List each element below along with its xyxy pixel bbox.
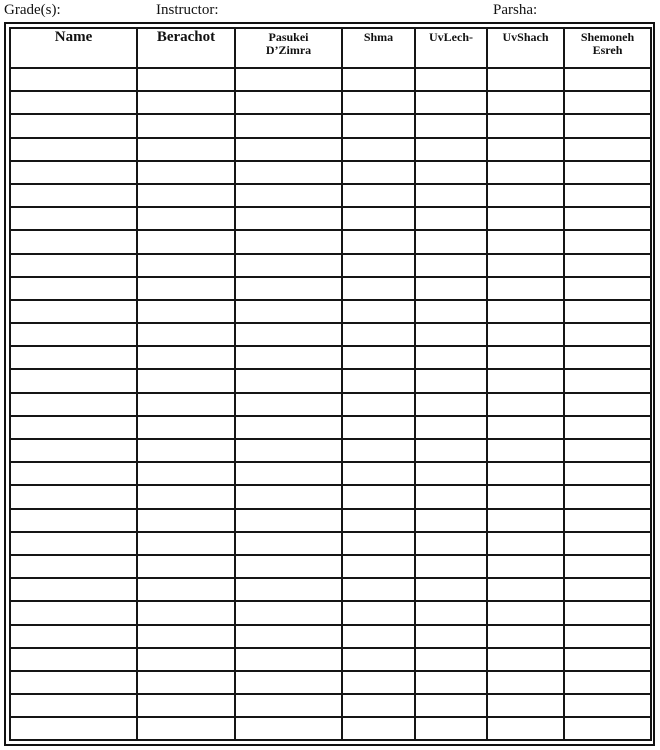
cell-uvlech[interactable]: [415, 346, 487, 369]
cell-pasukei-dzimra[interactable]: [235, 532, 342, 555]
cell-name[interactable]: [10, 114, 137, 137]
cell-name[interactable]: [10, 161, 137, 184]
col-header-shma: [342, 28, 415, 68]
cell-berachot[interactable]: [137, 694, 235, 717]
cell-berachot[interactable]: [137, 68, 235, 91]
cell-uvlech[interactable]: [415, 555, 487, 578]
table-row: [10, 439, 651, 462]
col-header-uvshach: [487, 28, 564, 68]
cell-shemoneh-esreh[interactable]: [564, 717, 651, 740]
cell-name[interactable]: [10, 485, 137, 508]
table-row: [10, 68, 651, 91]
cell-shemoneh-esreh[interactable]: [564, 254, 651, 277]
cell-shma[interactable]: [342, 532, 415, 555]
cell-uvlech[interactable]: [415, 277, 487, 300]
cell-uvlech[interactable]: [415, 694, 487, 717]
cell-pasukei-dzimra[interactable]: [235, 346, 342, 369]
cell-berachot[interactable]: [137, 717, 235, 740]
cell-name[interactable]: [10, 230, 137, 253]
cell-uvlech[interactable]: [415, 91, 487, 114]
cell-berachot[interactable]: [137, 485, 235, 508]
table-row: [10, 184, 651, 207]
table-row: [10, 369, 651, 392]
table-row: [10, 485, 651, 508]
cell-uvshach[interactable]: [487, 416, 564, 439]
col-header-pasukei-line-2: D’Zimra: [265, 43, 312, 57]
cell-shma[interactable]: [342, 555, 415, 578]
cell-pasukei-dzimra[interactable]: [235, 485, 342, 508]
table-row: [10, 161, 651, 184]
cell-shemoneh-esreh[interactable]: [564, 207, 651, 230]
cell-shma[interactable]: [342, 625, 415, 648]
cell-uvshach[interactable]: [487, 532, 564, 555]
cell-uvlech[interactable]: [415, 323, 487, 346]
grade-label: Grade(s):: [4, 2, 61, 18]
cell-name[interactable]: [10, 393, 137, 416]
cell-uvshach[interactable]: [487, 184, 564, 207]
cell-berachot[interactable]: [137, 277, 235, 300]
cell-uvshach[interactable]: [487, 578, 564, 601]
table-row: [10, 509, 651, 532]
col-header-shma-line: Shma: [363, 30, 394, 44]
cell-shemoneh-esreh[interactable]: [564, 694, 651, 717]
cell-shemoneh-esreh[interactable]: [564, 648, 651, 671]
cell-name[interactable]: [10, 532, 137, 555]
table-row: [10, 462, 651, 485]
cell-berachot[interactable]: [137, 91, 235, 114]
cell-name[interactable]: [10, 300, 137, 323]
cell-shemoneh-esreh[interactable]: [564, 91, 651, 114]
cell-berachot[interactable]: [137, 323, 235, 346]
table-row: [10, 114, 651, 137]
col-header-uvshach-line: UvShach: [502, 30, 549, 44]
cell-shma[interactable]: [342, 439, 415, 462]
cell-name[interactable]: [10, 717, 137, 740]
cell-shma[interactable]: [342, 138, 415, 161]
cell-pasukei-dzimra[interactable]: [235, 369, 342, 392]
cell-pasukei-dzimra[interactable]: [235, 601, 342, 624]
cell-shemoneh-esreh[interactable]: [564, 346, 651, 369]
cell-berachot[interactable]: [137, 601, 235, 624]
cell-uvshach[interactable]: [487, 601, 564, 624]
table-row: [10, 323, 651, 346]
cell-uvlech[interactable]: [415, 393, 487, 416]
table-row: [10, 300, 651, 323]
cell-name[interactable]: [10, 207, 137, 230]
cell-uvshach[interactable]: [487, 625, 564, 648]
cell-name[interactable]: [10, 439, 137, 462]
table-row: [10, 694, 651, 717]
cell-berachot[interactable]: [137, 393, 235, 416]
table-row: [10, 671, 651, 694]
cell-shemoneh-esreh[interactable]: [564, 161, 651, 184]
roster-frame: [4, 22, 655, 746]
cell-shemoneh-esreh[interactable]: [564, 532, 651, 555]
cell-shma[interactable]: [342, 671, 415, 694]
cell-shma[interactable]: [342, 91, 415, 114]
table-row: [10, 393, 651, 416]
col-header-berachot-line: Berachot: [156, 29, 216, 45]
table-row: [10, 91, 651, 114]
cell-shma[interactable]: [342, 114, 415, 137]
cell-shma[interactable]: [342, 578, 415, 601]
cell-uvshach[interactable]: [487, 462, 564, 485]
cell-uvlech[interactable]: [415, 509, 487, 532]
cell-shma[interactable]: [342, 393, 415, 416]
cell-shma[interactable]: [342, 369, 415, 392]
cell-pasukei-dzimra[interactable]: [235, 277, 342, 300]
cell-shemoneh-esreh[interactable]: [564, 625, 651, 648]
cell-name[interactable]: [10, 555, 137, 578]
cell-shma[interactable]: [342, 485, 415, 508]
cell-uvlech[interactable]: [415, 207, 487, 230]
cell-uvshach[interactable]: [487, 161, 564, 184]
parsha-label: Parsha:: [493, 2, 538, 18]
cell-uvlech[interactable]: [415, 161, 487, 184]
col-header-berachot: [137, 28, 235, 68]
cell-name[interactable]: [10, 323, 137, 346]
cell-shemoneh-esreh[interactable]: [564, 230, 651, 253]
cell-shemoneh-esreh[interactable]: [564, 578, 651, 601]
cell-uvlech[interactable]: [415, 138, 487, 161]
cell-shma[interactable]: [342, 601, 415, 624]
table-row: [10, 416, 651, 439]
cell-shma[interactable]: [342, 416, 415, 439]
cell-pasukei-dzimra[interactable]: [235, 114, 342, 137]
cell-uvlech[interactable]: [415, 369, 487, 392]
cell-uvshach[interactable]: [487, 300, 564, 323]
cell-pasukei-dzimra[interactable]: [235, 648, 342, 671]
cell-shma[interactable]: [342, 254, 415, 277]
cell-uvlech[interactable]: [415, 601, 487, 624]
cell-uvshach[interactable]: [487, 114, 564, 137]
cell-shemoneh-esreh[interactable]: [564, 138, 651, 161]
cell-uvshach[interactable]: [487, 369, 564, 392]
cell-berachot[interactable]: [137, 555, 235, 578]
col-header-pasukei-line-1: Pasukei: [268, 30, 309, 44]
cell-berachot[interactable]: [137, 509, 235, 532]
cell-berachot[interactable]: [137, 346, 235, 369]
cell-berachot[interactable]: [137, 300, 235, 323]
cell-uvlech[interactable]: [415, 254, 487, 277]
cell-shma[interactable]: [342, 68, 415, 91]
cell-pasukei-dzimra[interactable]: [235, 393, 342, 416]
cell-pasukei-dzimra[interactable]: [235, 509, 342, 532]
cell-uvshach[interactable]: [487, 509, 564, 532]
table-row: [10, 601, 651, 624]
cell-name[interactable]: [10, 671, 137, 694]
table-row: [10, 532, 651, 555]
cell-shemoneh-esreh[interactable]: [564, 369, 651, 392]
cell-shemoneh-esreh[interactable]: [564, 114, 651, 137]
cell-shemoneh-esreh[interactable]: [564, 323, 651, 346]
cell-berachot[interactable]: [137, 114, 235, 137]
cell-uvshach[interactable]: [487, 717, 564, 740]
cell-shemoneh-esreh[interactable]: [564, 68, 651, 91]
cell-pasukei-dzimra[interactable]: [235, 323, 342, 346]
table-row: [10, 648, 651, 671]
cell-berachot[interactable]: [137, 138, 235, 161]
cell-shemoneh-esreh[interactable]: [564, 300, 651, 323]
cell-pasukei-dzimra[interactable]: [235, 161, 342, 184]
cell-uvshach[interactable]: [487, 207, 564, 230]
cell-uvlech[interactable]: [415, 68, 487, 91]
cell-shemoneh-esreh[interactable]: [564, 485, 651, 508]
cell-pasukei-dzimra[interactable]: [235, 138, 342, 161]
cell-shma[interactable]: [342, 184, 415, 207]
cell-uvshach[interactable]: [487, 138, 564, 161]
table-row: [10, 717, 651, 740]
cell-uvshach[interactable]: [487, 393, 564, 416]
cell-shemoneh-esreh[interactable]: [564, 184, 651, 207]
cell-berachot[interactable]: [137, 625, 235, 648]
table-row: [10, 230, 651, 253]
cell-berachot[interactable]: [137, 161, 235, 184]
cell-berachot[interactable]: [137, 648, 235, 671]
cell-berachot[interactable]: [137, 369, 235, 392]
cell-berachot[interactable]: [137, 184, 235, 207]
cell-name[interactable]: [10, 346, 137, 369]
cell-pasukei-dzimra[interactable]: [235, 694, 342, 717]
cell-uvshach[interactable]: [487, 648, 564, 671]
cell-shma[interactable]: [342, 509, 415, 532]
cell-berachot[interactable]: [137, 671, 235, 694]
table-row: [10, 578, 651, 601]
cell-uvlech[interactable]: [415, 462, 487, 485]
cell-shma[interactable]: [342, 648, 415, 671]
cell-shemoneh-esreh[interactable]: [564, 555, 651, 578]
attendance-table: [9, 27, 652, 741]
cell-shma[interactable]: [342, 346, 415, 369]
cell-uvlech[interactable]: [415, 532, 487, 555]
cell-shma[interactable]: [342, 161, 415, 184]
cell-name[interactable]: [10, 91, 137, 114]
cell-pasukei-dzimra[interactable]: [235, 300, 342, 323]
table-row: [10, 346, 651, 369]
cell-berachot[interactable]: [137, 532, 235, 555]
cell-shma[interactable]: [342, 277, 415, 300]
cell-pasukei-dzimra[interactable]: [235, 91, 342, 114]
cell-name[interactable]: [10, 68, 137, 91]
cell-shemoneh-esreh[interactable]: [564, 277, 651, 300]
cell-uvshach[interactable]: [487, 555, 564, 578]
table-row: [10, 277, 651, 300]
cell-name[interactable]: [10, 416, 137, 439]
cell-name[interactable]: [10, 509, 137, 532]
cell-uvlech[interactable]: [415, 485, 487, 508]
cell-berachot[interactable]: [137, 439, 235, 462]
cell-uvshach[interactable]: [487, 485, 564, 508]
cell-name[interactable]: [10, 254, 137, 277]
cell-berachot[interactable]: [137, 254, 235, 277]
col-header-uvlech: [415, 28, 487, 68]
instructor-label: Instructor:: [156, 2, 219, 18]
cell-uvlech[interactable]: [415, 114, 487, 137]
cell-name[interactable]: [10, 578, 137, 601]
cell-uvshach[interactable]: [487, 694, 564, 717]
cell-pasukei-dzimra[interactable]: [235, 671, 342, 694]
cell-name[interactable]: [10, 694, 137, 717]
cell-uvshach[interactable]: [487, 671, 564, 694]
cell-pasukei-dzimra[interactable]: [235, 555, 342, 578]
cell-berachot[interactable]: [137, 416, 235, 439]
cell-pasukei-dzimra[interactable]: [235, 717, 342, 740]
cell-uvshach[interactable]: [487, 277, 564, 300]
cell-shma[interactable]: [342, 717, 415, 740]
cell-shma[interactable]: [342, 207, 415, 230]
col-header-pasukei-dzimra: [235, 28, 342, 68]
cell-name[interactable]: [10, 625, 137, 648]
col-header-uvlech-line: UvLech-: [429, 30, 473, 44]
cell-shemoneh-esreh[interactable]: [564, 671, 651, 694]
table-row: [10, 254, 651, 277]
cell-uvshach[interactable]: [487, 323, 564, 346]
cell-uvlech[interactable]: [415, 625, 487, 648]
cell-shemoneh-esreh[interactable]: [564, 601, 651, 624]
table-row: [10, 555, 651, 578]
cell-uvlech[interactable]: [415, 184, 487, 207]
cell-shemoneh-esreh[interactable]: [564, 439, 651, 462]
cell-shma[interactable]: [342, 694, 415, 717]
table-row: [10, 625, 651, 648]
col-header-shemoneh-line-2: Esreh: [592, 43, 623, 57]
cell-uvshach[interactable]: [487, 439, 564, 462]
cell-uvlech[interactable]: [415, 648, 487, 671]
cell-name[interactable]: [10, 462, 137, 485]
cell-shma[interactable]: [342, 462, 415, 485]
cell-uvshach[interactable]: [487, 230, 564, 253]
cell-berachot[interactable]: [137, 207, 235, 230]
cell-uvlech[interactable]: [415, 671, 487, 694]
cell-pasukei-dzimra[interactable]: [235, 230, 342, 253]
table-row: [10, 138, 651, 161]
cell-uvshach[interactable]: [487, 254, 564, 277]
cell-shma[interactable]: [342, 230, 415, 253]
cell-name[interactable]: [10, 369, 137, 392]
cell-name[interactable]: [10, 138, 137, 161]
col-header-name-line: Name: [54, 29, 93, 45]
cell-uvshach[interactable]: [487, 91, 564, 114]
cell-berachot[interactable]: [137, 230, 235, 253]
cell-shma[interactable]: [342, 300, 415, 323]
cell-berachot[interactable]: [137, 462, 235, 485]
header-row: [10, 28, 651, 68]
cell-name[interactable]: [10, 648, 137, 671]
cell-pasukei-dzimra[interactable]: [235, 68, 342, 91]
cell-pasukei-dzimra[interactable]: [235, 439, 342, 462]
cell-uvshach[interactable]: [487, 68, 564, 91]
cell-uvlech[interactable]: [415, 578, 487, 601]
cell-shemoneh-esreh[interactable]: [564, 416, 651, 439]
cell-uvshach[interactable]: [487, 346, 564, 369]
cell-shma[interactable]: [342, 323, 415, 346]
col-header-shemoneh-esreh: [564, 28, 651, 68]
cell-uvlech[interactable]: [415, 717, 487, 740]
cell-uvlech[interactable]: [415, 230, 487, 253]
col-header-name: [10, 28, 137, 68]
cell-name[interactable]: [10, 601, 137, 624]
cell-pasukei-dzimra[interactable]: [235, 625, 342, 648]
cell-pasukei-dzimra[interactable]: [235, 207, 342, 230]
col-header-shemoneh-line-1: Shemoneh: [580, 30, 635, 44]
cell-shemoneh-esreh[interactable]: [564, 509, 651, 532]
cell-pasukei-dzimra[interactable]: [235, 184, 342, 207]
cell-uvlech[interactable]: [415, 300, 487, 323]
cell-name[interactable]: [10, 184, 137, 207]
cell-pasukei-dzimra[interactable]: [235, 578, 342, 601]
cell-shemoneh-esreh[interactable]: [564, 393, 651, 416]
cell-shemoneh-esreh[interactable]: [564, 462, 651, 485]
cell-pasukei-dzimra[interactable]: [235, 254, 342, 277]
roster-body: [10, 68, 651, 740]
cell-berachot[interactable]: [137, 578, 235, 601]
cell-uvlech[interactable]: [415, 439, 487, 462]
cell-name[interactable]: [10, 277, 137, 300]
cell-pasukei-dzimra[interactable]: [235, 416, 342, 439]
cell-pasukei-dzimra[interactable]: [235, 462, 342, 485]
cell-uvlech[interactable]: [415, 416, 487, 439]
table-row: [10, 207, 651, 230]
